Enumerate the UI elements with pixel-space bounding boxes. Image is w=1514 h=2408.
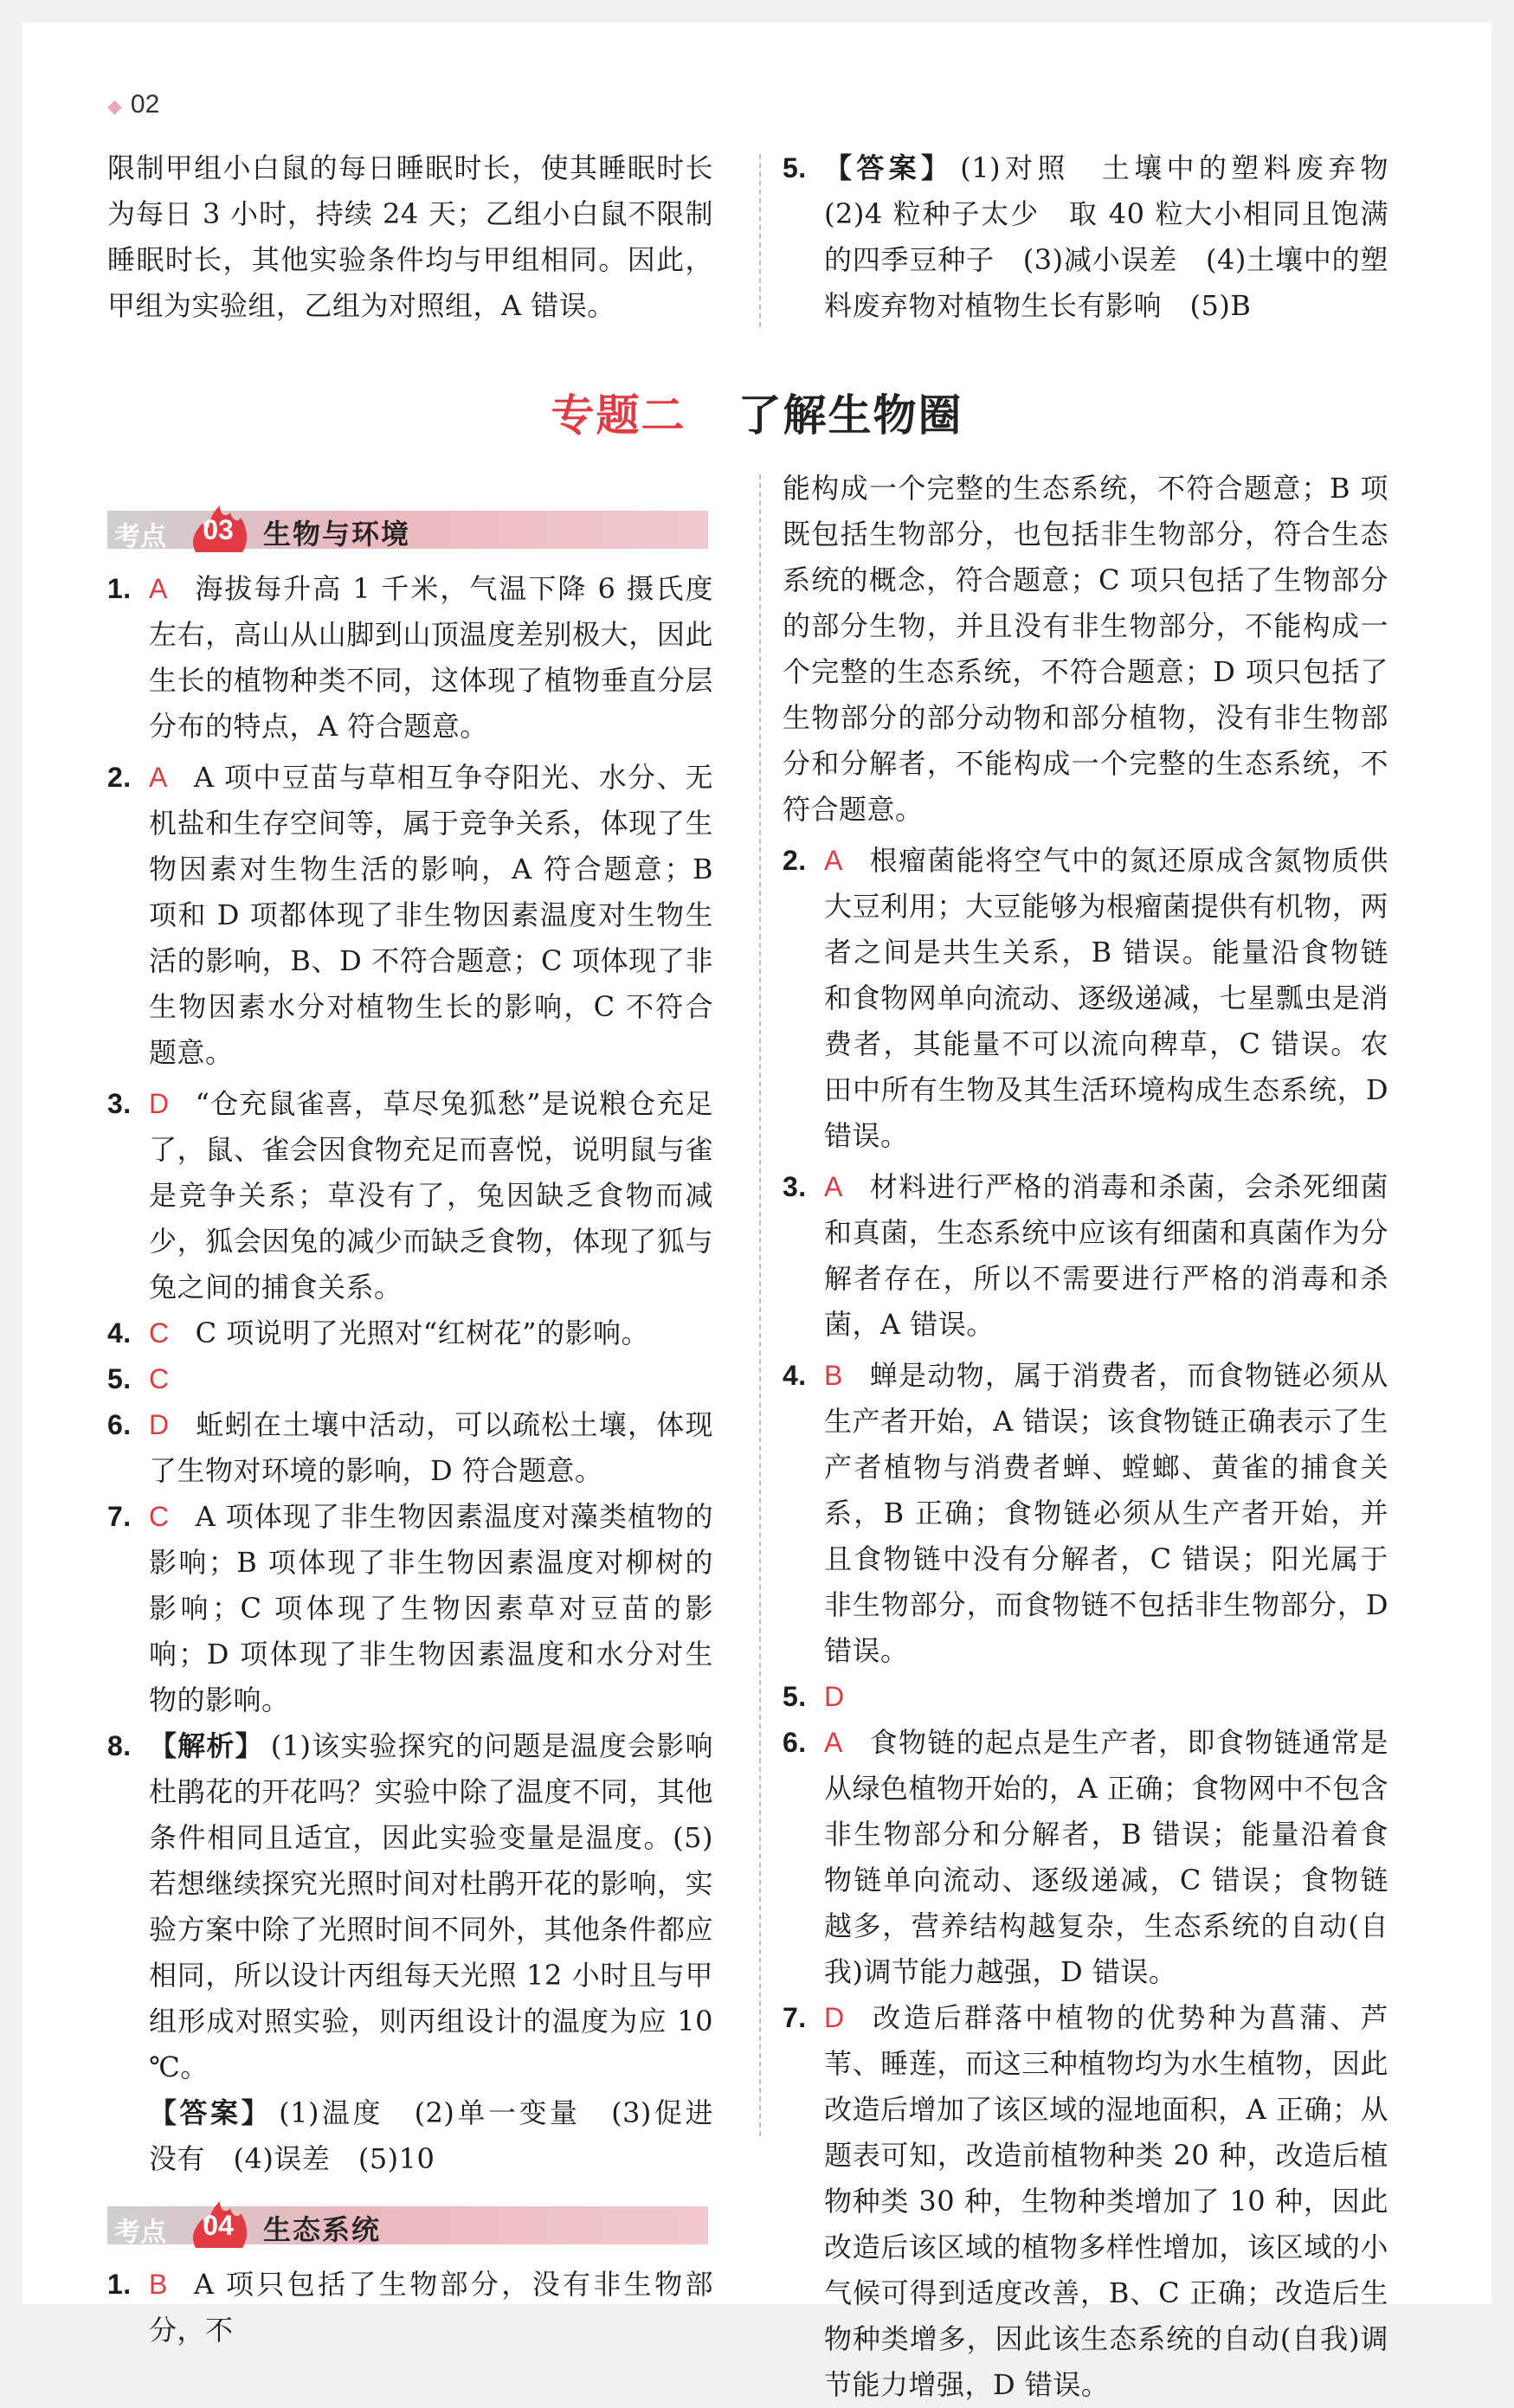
column-divider-top xyxy=(759,154,761,327)
section-header-04: 考点 04 生态系统 xyxy=(107,2199,713,2250)
answer-item: 2. A 根瘤菌能将空气中的氮还原成含氮物质供大豆利用；大豆能够为根瘤菌提供有机物，两者之间是共生关系，B 错误。能量沿食物链和食物网单向流动、逐级递减，七星瓢虫是消费者，其能量不可以流向稗草，C 错误。农田中所有生物及其生活环境构成生态系统，D 错误。 xyxy=(783,844,1388,1152)
answer-item: 2. A A 项中豆苗与草相互争夺阳光、水分、无机盐和生存空间等，属于竞争关系，体现了生物因素对生物生活的影响，A 符合题意；B 项和 D 项都体现了非生物因素温度对生物生活的影响，B、D 不符合题意；C 项体现了非生物因素水分对植物生长的影响，C 不符合题意。 xyxy=(107,761,713,1069)
flame-badge-icon: 03 xyxy=(187,504,251,554)
answer-item-8-answer: 【答案】 (1)温度 (2)单一变量 (3)促进 没有 (4)误差 (5)10 xyxy=(149,2096,742,2175)
flame-badge-icon: 04 xyxy=(187,2199,251,2250)
page-number: ◆ 02 xyxy=(107,90,160,119)
answer-item: 4. B 蝉是动物，属于消费者，而食物链必须从生产者开始，A 错误；该食物链正确表示了生产者植物与消费者蝉、螳螂、黄雀的捕食关系，B 正确；食物链必须从生产者开始，并且食物链中没有分解者，C 错误；阳光属于非生物部分，而食物链不包括非生物部分，D 错误。 xyxy=(783,1359,1388,1667)
answer-item-8: 8. 【解析】 (1)该实验探究的问题是温度会影响杜鹃花的开花吗？实验中除了温度不同，其他条件相同且适宜，因此实验变量是温度。(5)若想继续探究光照时间对杜鹃开花的影响，实验方案中除了光照时间不同外，其他条件都应相同，所以设计丙组每天光照 12 小时且与甲组形成对照实验，则丙组设计的温度为应 10 ℃。 xyxy=(107,1729,713,2083)
right-continuation-paragraph: 能构成一个完整的生态系统，不符合题意；B 项既包括生物部分，也包括非生物部分，符合生态系统的概念，符合题意；C 项只包括了生物部分的部分生物，并且没有非生物部分，不能构成一个完整的生态系统，不符合题意；D 项只包括了生物部分的部分动物和部分植物，没有非生物部分和分解者，不能构成一个完整的生态系统，不符合题意。 xyxy=(783,472,1388,826)
right-column xyxy=(783,466,1388,2408)
answer-item: 4. C C 项说明了光照对“红树花”的影响。 xyxy=(107,1317,649,1349)
section-header-03: 考点 03 生物与环境 xyxy=(107,504,713,554)
answer-item: 7. D 改造后群落中植物的优势种为菖蒲、芦苇、睡莲，而这三种植物均为水生植物，因此改造后增加了该区域的湿地面积，A 正确；从题表可知，改造前植物种类 20 种，改造后植物种类 30 种，生物种类增加了 10 种，因此改造后该区域的植物多样性增加，该区域的小气候可得到适度改善，B、C 正确；改造后生物种类增多，因此该生态系统的自动(自我)调节能力增强，D 错误。 xyxy=(783,2001,1388,2401)
left-column xyxy=(107,492,742,2353)
answer-item: 5. C xyxy=(107,1363,170,1394)
answer-item: 3. D “仓充鼠雀喜，草尽兔狐愁”是说粮仓充足了，鼠、雀会因食物充足而喜悦，说明鼠与雀是竞争关系；草没有了，兔因缺乏食物而减少，狐会因兔的减少而缺乏食物，体现了狐与兔之间的捕食关系。 xyxy=(107,1087,713,1304)
answer-item: 3. A 材料进行严格的消毒和杀菌，会杀死细菌和真菌，生态系统中应该有细菌和真菌作为分解者存在，所以不需要进行严格的消毒和杀菌，A 错误。 xyxy=(783,1170,1388,1341)
topic-title: 专题二 了解生物圈 xyxy=(551,390,963,441)
answer-item: 7. C A 项体现了非生物因素温度对藻类植物的影响；B 项体现了非生物因素温度对柳树的影响；C 项体现了生物因素草对豆苗的影响；D 项体现了非生物因素温度和水分对生物的影响。 xyxy=(107,1500,713,1716)
answer-item: 5. D xyxy=(783,1681,845,1712)
answer-item-5: 5. 【答案】 (1)对照 土壤中的塑料废弃物 (2)4 粒种子太少 取 40 粒大小相同且饱满的四季豆种子 (3)减小误差 (4)土壤中的塑料废弃物对植物生长有影响 (5)B xyxy=(783,151,1417,322)
top-left-column xyxy=(107,145,713,329)
answer-item: 6. A 食物链的起点是生产者，即食物链通常是从绿色植物开始的，A 正确；食物网中不包含非生物部分和分解者，B 错误；能量沿着食物链单向流动、逐级递减，C 错误；食物链越多，营养结构越复杂，生态系统的自动(自我)调节能力越强，D 错误。 xyxy=(783,1726,1388,1988)
diamond-icon: ◆ xyxy=(107,95,122,117)
column-divider-main xyxy=(759,474,761,2136)
top-left-paragraph: 限制甲组小白鼠的每日睡眠时长，使其睡眠时长为每日 3 小时，持续 24 天；乙组小白鼠不限制睡眠时长，其他实验条件均与甲组相同。因此，甲组为实验组，乙组为对照组，A 错误。 xyxy=(107,151,713,322)
answer-item: 6. D 蚯蚓在土壤中活动，可以疏松土壤，体现了生物对环境的影响，D 符合题意。 xyxy=(107,1408,713,1487)
answer-item: 1. A 海拔每升高 1 千米，气温下降 6 摄氏度左右，高山从山脚到山顶温度差别极大，因此生长的植物种类不同，这体现了植物垂直分层分布的特点，A 符合题意。 xyxy=(107,572,713,743)
top-right-column xyxy=(783,145,1417,329)
answer-item: 1. B A 项只包括了生物部分，没有非生物部分，不 xyxy=(107,2268,713,2347)
